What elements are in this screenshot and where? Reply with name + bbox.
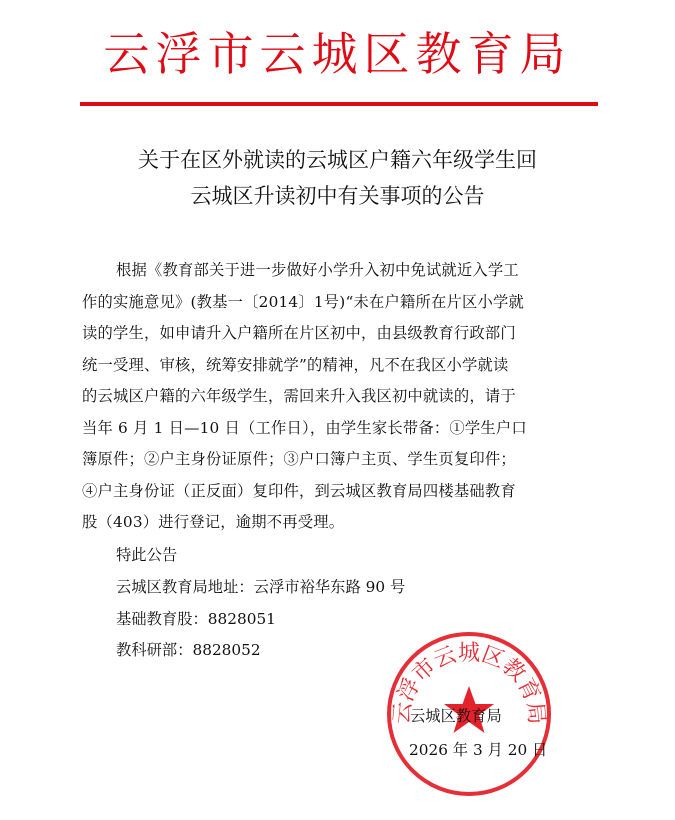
body-line: 当年 6 月 1 日—10 日（工作日），由学生家长带备：①学生户口 [82,418,527,437]
signature-date: 2026 年 3 月 20 日 [409,741,548,759]
document-title [0,142,675,214]
document-title-line-2: 云城区升读初中有关事项的公告 [190,184,485,208]
body-line: 簿原件；②户主身份证原件；③户口簿户主页、学生页复印件； [82,450,516,468]
body-line: 统一受理、审核，统筹安排就学”的精神，凡不在我区小学就读 [82,355,509,374]
body-line: 的云城区户籍的六年级学生，需回来升入我区初中就读的，请于 [82,387,516,405]
closing-phrase: 特此公告 [116,546,178,564]
body-line: 股（403）进行登记，逾期不再受理。 [82,513,345,531]
seal-text: 云浮市云城区教育局 [389,640,549,726]
research-department-phone: 教科研部：8828052 [116,641,261,660]
basic-education-phone: 基础教育股：8828051 [116,609,276,628]
closing-and-contacts [116,540,405,667]
office-address: 云城区教育局地址：云浮市裕华东路 90 号 [116,577,406,596]
signature-organization: 云城区教育局 [410,707,502,725]
issuing-organization-title: 云浮市云城区教育局 [103,27,572,81]
body-line: 根据《教育部关于进一步做好小学升入初中免试就近入学工 [116,261,519,279]
body-line: ④户主身份证（正反面）复印件，到云城区教育局四楼基础教育 [82,481,516,500]
body-line: 读的学生，如申请升入户籍所在片区初中，由县级教育行政部门 [82,324,516,342]
document-body [82,255,602,539]
red-divider-rule [80,102,598,106]
body-line: 作的实施意见》(教基一〔2014〕1号)“未在户籍所在片区小学就 [82,292,524,311]
document-title-line-1: 关于在区外就读的云城区户籍六年级学生回 [138,148,537,172]
